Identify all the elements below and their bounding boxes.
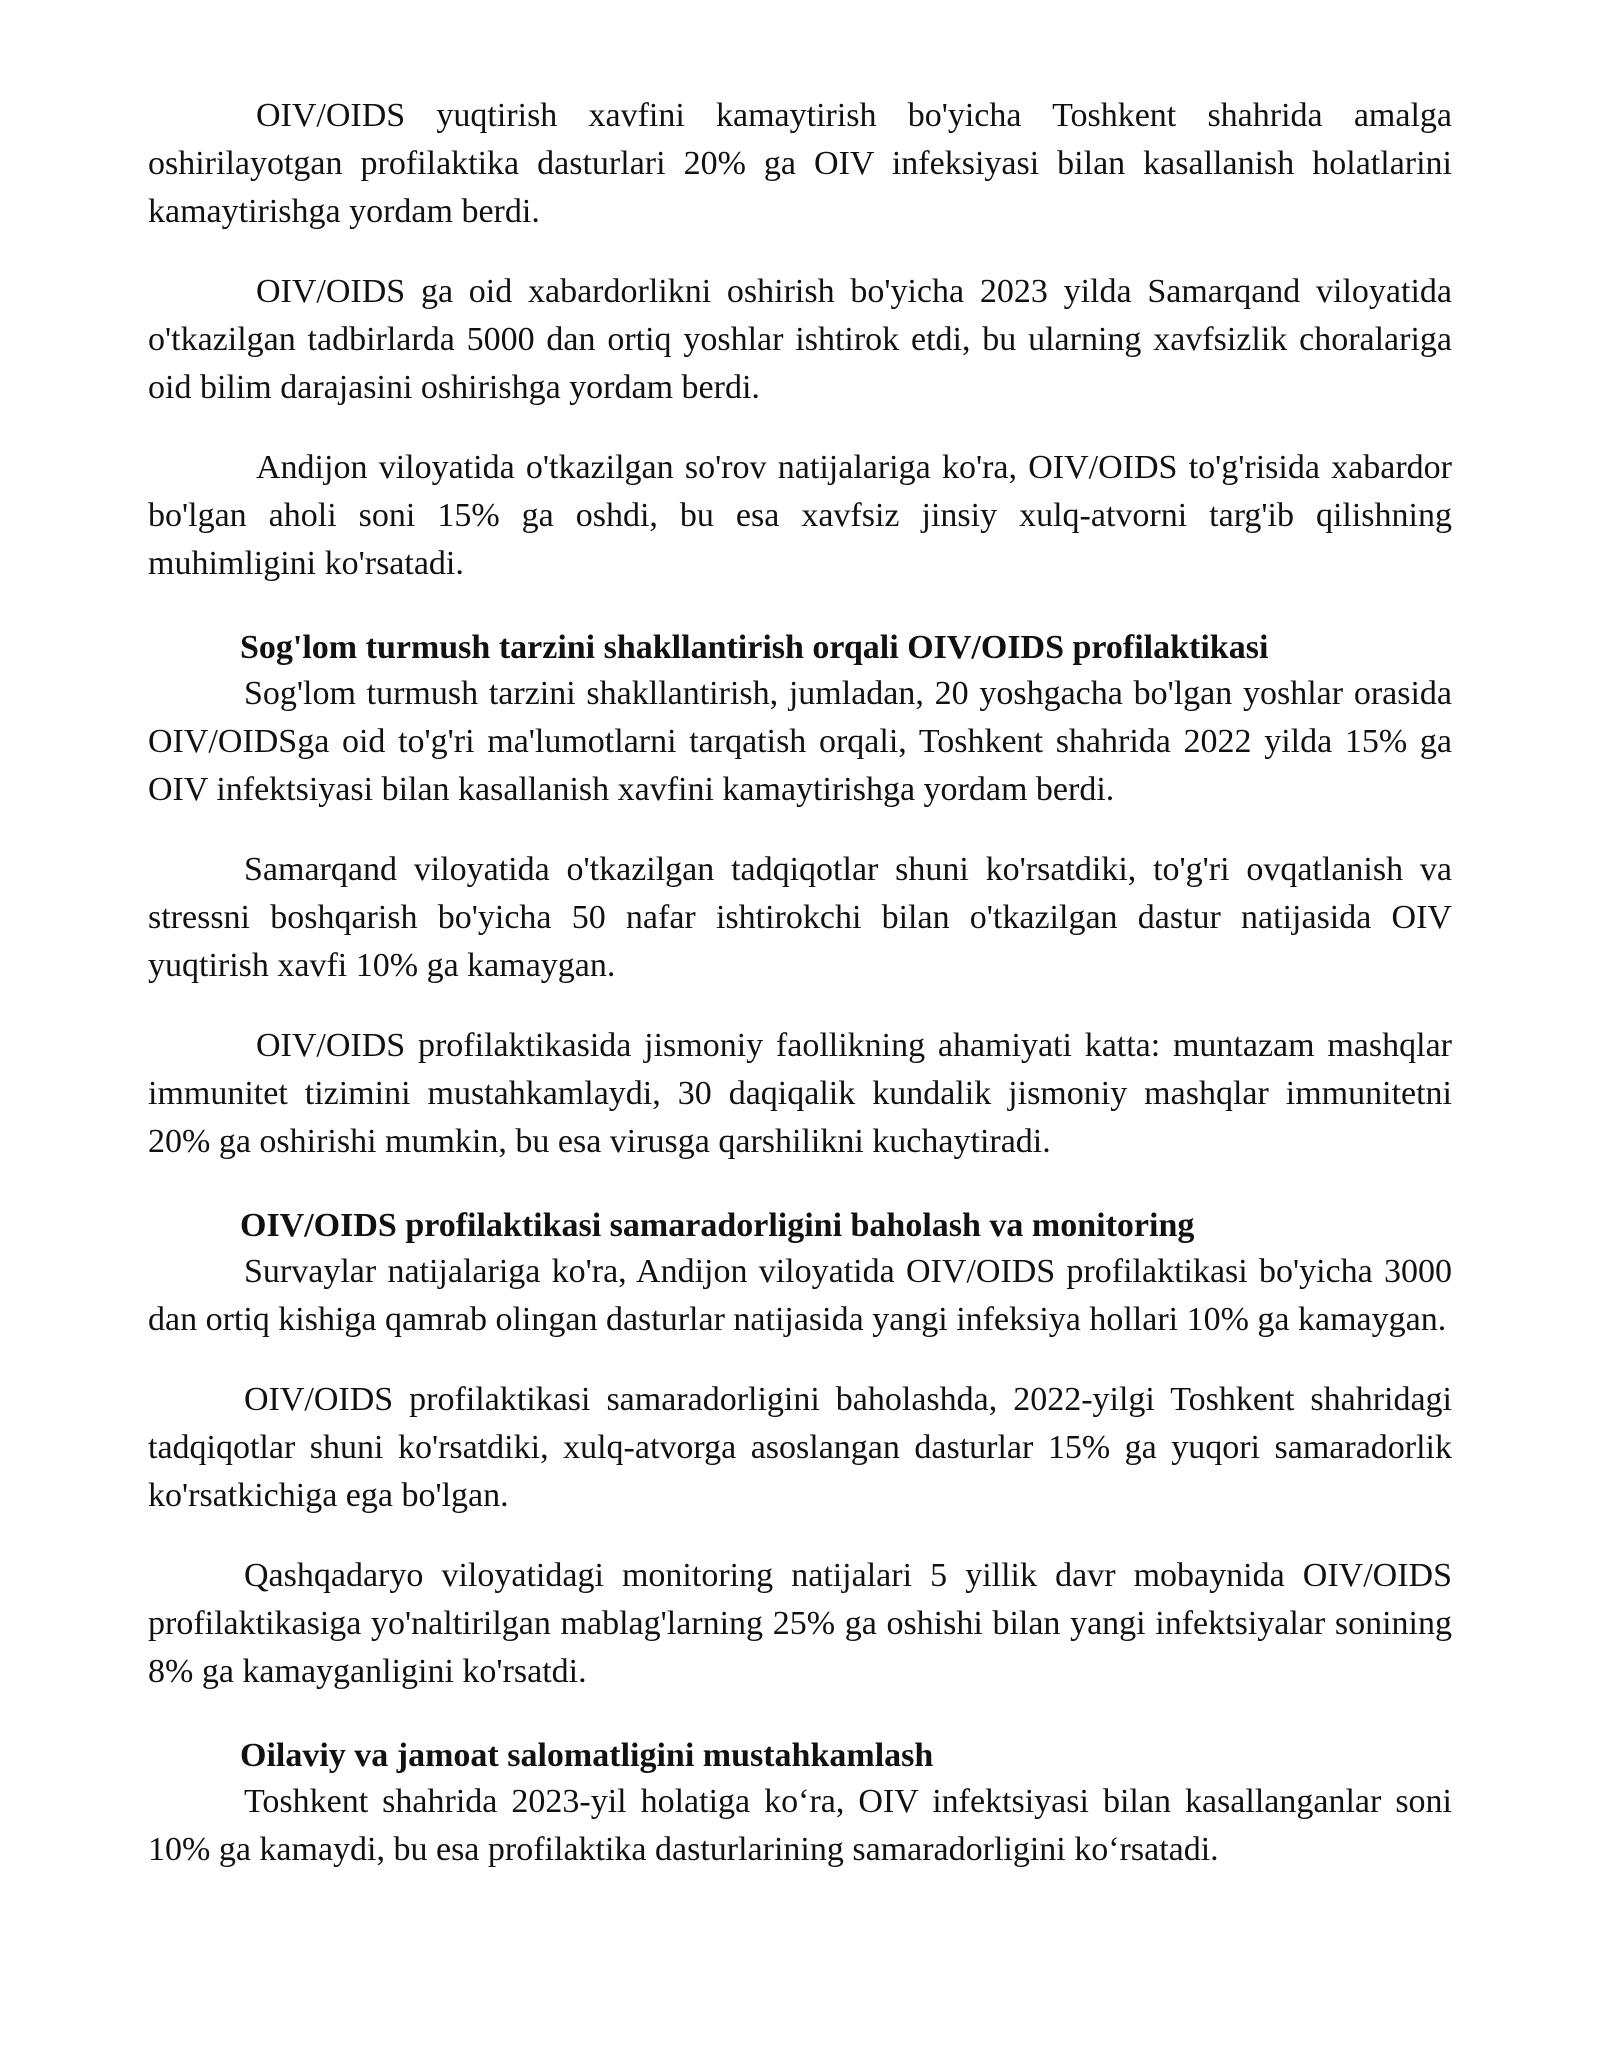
section-heading: Sog'lom turmush tarzini shakllantirish orqali OIV/OIDS profilaktikasi bbox=[240, 629, 1269, 666]
paragraph: OIV/OIDS profilaktikasida jismoniy faollikning ahamiyati katta: muntazam mashqlar immunitet tizimini mustahkamlaydi, 30 daqiqalik kundalik jismoniy mashqlar immunitetni 20% ga oshirishi mumkin, bu esa virusga qarshilikni kuchaytiradi. bbox=[148, 1027, 1452, 1160]
section-heading: Oilaviy va jamoat salomatligini mustahkamlash bbox=[240, 1737, 934, 1774]
document-page bbox=[148, 92, 1452, 1906]
paragraph: Toshkent shahrida 2023-yil holatiga ko‘ra, OIV infektsiyasi bilan kasallanganlar soni 10% ga kamaydi, bu esa profilaktika dasturlarining samaradorligini ko‘rsatadi. bbox=[148, 1783, 1452, 1868]
paragraph: OIV/OIDS yuqtirish xavfini kamaytirish bo'yicha Toshkent shahrida amalga oshirilayotgan profilaktika dasturlari 20% ga OIV infeksiyasi bilan kasallanish holatlarini kamaytirishga yordam berdi. bbox=[148, 97, 1452, 230]
paragraph: Qashqadaryo viloyatidagi monitoring natijalari 5 yillik davr mobaynida OIV/OIDS profilaktikasiga yo'naltirilgan mablag'larning 25% ga oshishi bilan yangi infektsiyalar sonining 8% ga kamayganligini ko'rsatdi. bbox=[148, 1557, 1452, 1690]
paragraph: OIV/OIDS profilaktikasi samaradorligini baholashda, 2022-yilgi Toshkent shahridagi tadqiqotlar shuni ko'rsatdiki, xulq-atvorga asoslangan dasturlar 15% ga yuqori samaradorlik ko'rsatkichiga ega bo'lgan. bbox=[148, 1381, 1452, 1514]
paragraph: Andijon viloyatida o'tkazilgan so'rov natijalariga ko'ra, OIV/OIDS to'g'risida xabardor bo'lgan aholi soni 15% ga oshdi, bu esa xavfsiz jinsiy xulq-atvorni targ'ib qilishning muhimligini ko'rsatadi. bbox=[148, 449, 1452, 582]
paragraph: OIV/OIDS ga oid xabardorlikni oshirish bo'yicha 2023 yilda Samarqand viloyatida o'tkazilgan tadbirlarda 5000 dan ortiq yoshlar ishtirok etdi, bu ularning xavfsizlik choralariga oid bilim darajasini oshirishga yordam berdi. bbox=[148, 273, 1452, 406]
paragraph: Samarqand viloyatida o'tkazilgan tadqiqotlar shuni ko'rsatdiki, to'g'ri ovqatlanish va stressni boshqarish bo'yicha 50 nafar ishtirokchi bilan o'tkazilgan dastur natijasida OIV yuqtirish xavfi 10% ga kamaygan. bbox=[148, 851, 1452, 984]
section-heading: OIV/OIDS profilaktikasi samaradorligini baholash va monitoring bbox=[240, 1207, 1195, 1244]
paragraph: Survaylar natijalariga ko'ra, Andijon viloyatida OIV/OIDS profilaktikasi bo'yicha 3000 dan ortiq kishiga qamrab olingan dasturlar natijasida yangi infeksiya hollari 10% ga kamaygan. bbox=[148, 1253, 1452, 1338]
paragraph: Sog'lom turmush tarzini shakllantirish, jumladan, 20 yoshgacha bo'lgan yoshlar orasida OIV/OIDSga oid to'g'ri ma'lumotlarni tarqatish orqali, Toshkent shahrida 2022 yilda 15% ga OIV infektsiyasi bilan kasallanish xavfini kamaytirishga yordam berdi. bbox=[148, 675, 1452, 808]
